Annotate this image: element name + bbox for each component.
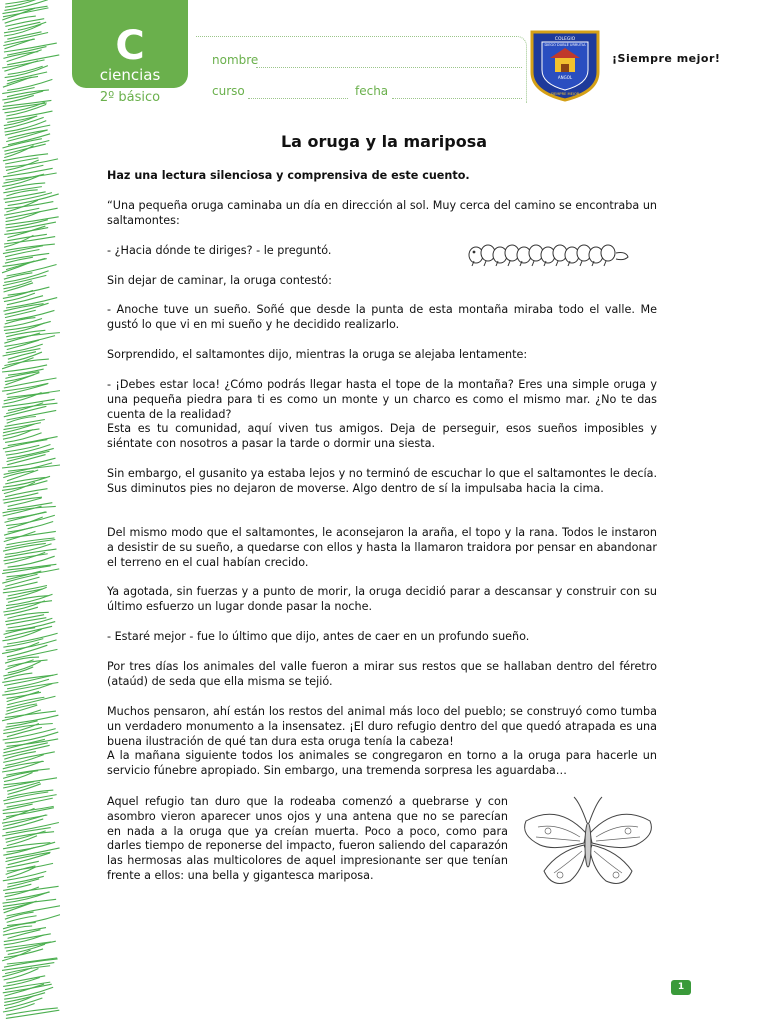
grass-blade: [4, 497, 42, 503]
grass-blade: [4, 531, 36, 541]
grass-blade: [8, 784, 41, 795]
grass-blade: [2, 710, 41, 721]
grass-blade: [5, 732, 59, 743]
caterpillar-segment: [601, 245, 615, 261]
grass-blade: [5, 158, 38, 164]
grass-blade: [3, 819, 44, 830]
grass-blade: [6, 618, 46, 625]
grass-blade: [3, 275, 46, 285]
grass-blade: [7, 391, 60, 398]
page-number-badge: 1: [671, 980, 691, 995]
crest-text-school: DIEGO DUBLÉ URRUTIA: [544, 43, 586, 47]
grass-blade: [4, 778, 57, 785]
grass-blade: [8, 287, 50, 295]
grass-blade: [2, 176, 39, 186]
subject-letter: C: [115, 23, 145, 69]
story-paragraph: - ¿Hacia dónde te diriges? - le preguntó.: [107, 244, 332, 257]
story-paragraph: Sorprendido, el saltamontes dijo, mientras la oruga se alejaba lentamente:: [107, 348, 528, 361]
grass-blade: [8, 194, 59, 206]
caterpillar-leg: [604, 261, 606, 266]
story-paragraph: “Una pequeña oruga caminaba un día en dirección al sol. Muy cerca del camino se encontraba un saltamontes:: [107, 199, 657, 227]
grass-blade: [7, 265, 57, 276]
grass-blade: [7, 55, 59, 65]
story-paragraph: Ya agotada, sin fuerzas y a punto de morir, la oruga decidió parar a descansar y construir con su último esfuerzo un lugar donde pasar la noche.: [107, 585, 657, 613]
caterpillar-leg: [532, 261, 534, 266]
grass-blade: [6, 190, 37, 196]
grass-blade: [6, 941, 56, 951]
grass-blade: [5, 615, 44, 622]
subject-name: ciencias: [99, 66, 161, 84]
caterpillar-leg: [484, 261, 486, 266]
grass-blade: [6, 696, 55, 708]
name-field[interactable]: [256, 67, 522, 68]
grass-blade: [6, 1010, 59, 1018]
grass-blade: [2, 968, 32, 977]
grass-blade: [7, 691, 39, 701]
story-paragraph: Muchos pensaron, ahí están los restos del animal más loco del pueblo; se construyó como tumba un verdadero monumento a la insensatez. ¡El duro refugio dentro del que quedó atrapada es una buena ilustración de qué tan dura esta oruga tenía la cabeza!: [107, 705, 657, 748]
grass-blade: [5, 445, 39, 452]
caterpillar-leg: [556, 261, 558, 266]
grass-blade: [2, 358, 33, 369]
name-label: nombre: [212, 53, 259, 67]
school-crest-icon: [528, 28, 602, 102]
grass-border-decoration: [0, 0, 60, 1024]
instruction-text: Haz una lectura silenciosa y comprensiva de este cuento.: [107, 169, 470, 182]
butterfly-illustration: [518, 793, 658, 893]
story-paragraph: A la mañana siguiente todos los animales se congregaron en torno a la oruga para hacerle un servicio fúnebre apropiado. Sin embargo, una tremenda sorpresa les aguardaba…: [107, 749, 657, 777]
course-label: curso: [212, 84, 245, 98]
story-paragraph: - Anoche tuve un sueño. Soñé que desde la punta de esta montaña miraba todo el valle. Me gustó lo que vi en mi sueño y he decidido realizarlo.: [107, 303, 657, 331]
grass-blade: [4, 554, 48, 561]
grass-blade: [2, 365, 47, 372]
date-label: fecha: [355, 84, 389, 98]
date-field[interactable]: [392, 98, 522, 99]
grass-blade: [5, 657, 39, 663]
crest-text-top: COLEGIO: [554, 37, 576, 42]
document-title: La oruga y la mariposa: [280, 132, 488, 151]
caterpillar-leg: [508, 261, 510, 266]
grass-blade: [3, 899, 56, 906]
story-paragraph: Aquel refugio tan duro que la rodeaba comenzó a quebrarse y con asombro vieron aparecer unos ojos y una antena que no se parecían en nada a la oruga que ya creían muerta. Poco a poco, como para darles tiempo de reponerse del impacto, fueron saliendo del caparazón las hermosas alas multicolores de aquel impresionante ser que tenían frente a ellos: una bella y gigantesca mariposa.: [107, 795, 508, 882]
story-paragraph: - Estaré mejor - fue lo último que dijo, antes de caer en un profundo sueño.: [107, 630, 530, 643]
grass-blade: [3, 723, 52, 730]
story-paragraph: Esta es tu comunidad, aquí viven tus amigos. Deja de perseguir, esos sueños imposibles y siéntate con nosotros a pasar la tarde o dormir una siesta.: [107, 422, 657, 450]
grass-blade: [4, 512, 45, 523]
caterpillar-illustration: [466, 237, 630, 271]
grass-blade: [2, 481, 47, 491]
grass-blade: [7, 451, 50, 461]
grass-blade: [7, 448, 54, 458]
story-paragraph: Sin dejar de caminar, la oruga contestó:: [107, 274, 332, 287]
caterpillar-leg: [580, 261, 582, 266]
story-paragraph: - ¡Debes estar loca! ¿Cómo podrás llegar hasta el tope de la montaña? Eres una simple oruga y una pequeña piedra para ti es como un monte y un charco es como el mismo mar. ¿No te das cuenta de la realidad?: [107, 378, 657, 421]
grass-blade: [7, 234, 47, 241]
school-motto: ¡Siempre mejor!: [612, 52, 721, 65]
crest-text-city: ANGOL: [557, 75, 573, 80]
story-paragraph: Del mismo modo que el saltamontes, le aconsejaron la araña, el topo y la rana. Todos le instaron a desistir de su sueño, a quedarse con ellos y hasta la llamaron traidora por pensar en abandonar el terreno en el cual habían crecido.: [107, 526, 657, 569]
grass-blade: [3, 290, 33, 298]
crest-text-motto: SIEMPRE MEJOR: [550, 92, 580, 96]
subject-badge: [72, 0, 188, 88]
grass-blade: [4, 406, 47, 417]
story-paragraph: Sin embargo, el gusanito ya estaba lejos y no terminó de escuchar lo que el saltamontes le decía. Sus diminutos pies no dejaron de moverse. Algo dentro de sí la impulsaba hacia la cima.: [107, 467, 657, 495]
story-paragraph: Por tres días los animales del valle fueron a mirar sus restos que se hallaban dentro del féretro (ataúd) de seda que ella misma se tejió.: [107, 660, 657, 688]
course-field[interactable]: [248, 98, 348, 99]
grade-label: 2º básico: [99, 90, 161, 105]
grass-blade: [7, 692, 41, 698]
